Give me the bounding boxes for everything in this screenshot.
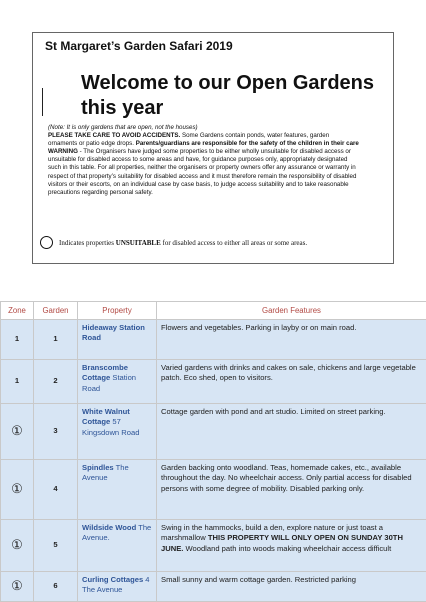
zone-cell: ①	[1, 520, 34, 572]
zone-cell: ①	[1, 404, 34, 460]
table-header-row	[1, 302, 426, 320]
care-paragraph	[48, 132, 360, 148]
features-cell	[157, 360, 426, 404]
features-cell	[157, 404, 426, 460]
legend-post: for disabled access to either all areas or some areas.	[161, 239, 307, 247]
col-features: Garden Features	[157, 302, 426, 320]
property-cell	[78, 320, 157, 360]
zone-cell: ①	[1, 572, 34, 602]
property-name: Spindles	[82, 463, 114, 472]
garden-cell: 1	[34, 320, 78, 360]
property-address: The Avenue.	[82, 523, 151, 542]
property-address: 57 Kingsdown Road	[82, 417, 139, 436]
property-name: Curling Cottages	[82, 575, 143, 584]
property-address: 4 The Avenue	[82, 575, 150, 594]
legend-pre: Indicates properties	[59, 239, 116, 247]
property-cell	[78, 572, 157, 602]
garden-cell: 4	[34, 460, 78, 520]
safety-notes	[48, 124, 360, 197]
zone-cell: ①	[1, 460, 34, 520]
features-text: Varied gardens with drinks and cakes on sale, chickens and large vegetable patch. Eco shed, open to visitors.	[161, 363, 416, 382]
table-row	[1, 572, 426, 602]
property-cell	[78, 404, 157, 460]
property-cell	[78, 520, 157, 572]
features-cell	[157, 520, 426, 572]
garden-cell: 5	[34, 520, 78, 572]
property-cell	[78, 360, 157, 404]
warning-paragraph	[48, 148, 360, 197]
houses-note: (Note: It is only gardens that are open, not the houses)	[48, 124, 360, 132]
care-bold: PLEASE TAKE CARE TO AVOID ACCIDENTS.	[48, 132, 180, 139]
property-name: Wildside Wood	[82, 523, 136, 532]
zone-cell: 1	[1, 320, 34, 360]
garden-cell: 2	[34, 360, 78, 404]
table-row	[1, 520, 426, 572]
features-text: Garden backing onto woodland. Teas, homemade cakes, etc., available throughout the day. No wheelchair access. Only partial access for disabled persons with some degree of mobility. Disabled parking only.	[161, 463, 412, 493]
table-row	[1, 460, 426, 520]
col-zone: Zone	[1, 302, 34, 320]
property-name: Branscombe Cottage	[82, 363, 128, 382]
garden-cell: 6	[34, 572, 78, 602]
property-address: Station Road	[82, 373, 136, 392]
legend-emph: UNSUITABLE	[116, 239, 161, 247]
features-text: Swing in the hammocks, build a den, explore nature or just toast a marshmallow	[161, 523, 383, 542]
features-text: Flowers and vegetables. Parking in layby or on main road.	[161, 323, 356, 332]
property-address: The Avenue	[82, 463, 129, 482]
parents-bold: Parents/guardians are responsible for the safety of the children in their care	[136, 140, 359, 147]
event-title: St Margaret’s Garden Safari 2019	[45, 39, 233, 53]
col-garden: Garden	[34, 302, 78, 320]
warning-bold: WARNING	[48, 148, 78, 155]
warning-text: - The Organisers have judged some properties to be either wholly unsuitable for disabled access or unsuitable for disabled access to some areas and have, for guidance purposes only, appropriately designated such in this table. For all properties, neither the organisers or property owners offer any assurance or warranty in respect of that property’s suitability for disabled access and it must therefore remain the responsibility of disabled visitors or their escorts, on an individual case by case basis, to judge access suitability and to take reasonable precautions regarding personal safety.	[48, 148, 356, 195]
features-cell	[157, 320, 426, 360]
disabled-access-legend	[40, 236, 360, 249]
property-name: White Walnut Cottage	[82, 407, 130, 426]
table-row	[1, 360, 426, 404]
features-bold: THIS PROPERTY WILL ONLY OPEN ON SUNDAY 30TH JUNE.	[161, 533, 403, 552]
table-row	[1, 320, 426, 360]
gardens-table	[0, 301, 426, 602]
table-row	[1, 404, 426, 460]
care-text: Some Gardens contain ponds, water features, garden ornaments or patio edge drops.	[48, 132, 329, 147]
property-name: Hideaway Station Road	[82, 323, 145, 342]
features-text: Cottage garden with pond and art studio. Limited on street parking.	[161, 407, 386, 416]
col-property: Property	[78, 302, 157, 320]
text-cursor	[42, 88, 43, 116]
features-cell	[157, 572, 426, 602]
unsuitable-circle-icon	[40, 236, 53, 249]
features-text: Small sunny and warm cottage garden. Restricted parking	[161, 575, 356, 584]
garden-cell: 3	[34, 404, 78, 460]
property-cell	[78, 460, 157, 520]
zone-cell: 1	[1, 360, 34, 404]
features-tail: Woodland path into woods making wheelchair access difficult	[183, 544, 391, 553]
welcome-heading: Welcome to our Open Gardens this year	[81, 71, 381, 121]
legend-text	[59, 239, 307, 247]
features-cell	[157, 460, 426, 520]
